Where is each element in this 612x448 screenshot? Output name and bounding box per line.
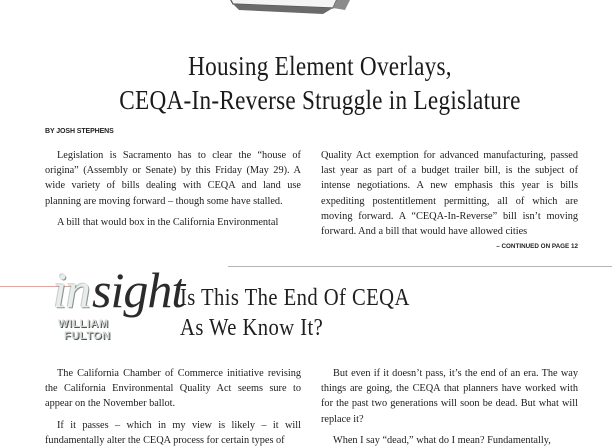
- insight-column-1: [45, 366, 301, 448]
- insight-title-line-1: Is This The End Of CEQA: [180, 285, 410, 311]
- headline-line-2: CEQA-In-Reverse Struggle in Legislature: [119, 85, 521, 115]
- paragraph: If it passes – which in my view is likely – it will fundamentally alter the CEQA process for certain types of: [45, 419, 301, 446]
- article-column-1: [45, 148, 301, 230]
- paragraph: The California Chamber of Commerce initiative revising the California Environmental Quality Act seems sure to appear on the November ballot.: [45, 368, 301, 410]
- insight-column-2: [321, 366, 578, 448]
- header-graphic: [215, 0, 365, 20]
- article-column-2: [321, 148, 578, 239]
- insight-logo-in: in: [53, 262, 90, 318]
- author-first-name: WILLIAM: [58, 318, 109, 330]
- insight-title-line-2: As We Know It?: [180, 315, 324, 341]
- paragraph: When I say “dead,” what do I mean? Fundamentally,: [333, 434, 551, 446]
- paragraph: Legislation is Sacramento has to clear the “house of origina” (Assembly or Senate) by this Friday (May 29). A wide variety of bills dealing with CEQA and land use planning are moving forward – though some have stalled.: [45, 150, 301, 207]
- paragraph: Quality Act exemption for advanced manufacturing, passed last year as part of a budget trailer bill, is the subject of intense negotiations. A new emphasis this year is bills expediting postentitlement permitting, all of which are moving forward. A “CEQA-In-Reverse” bill isn’t moving forward. And a bill that would have allowed cities: [321, 150, 578, 238]
- headline-line-1: Housing Element Overlays,: [188, 51, 452, 81]
- paragraph: But even if it doesn’t pass, it’s the end of an era. The way things are going, the CEQA that planners have worked with for the past two generations will soon be dead. But what will replace it?: [321, 368, 578, 425]
- paragraph: A bill that would box in the California Environmental: [57, 216, 279, 228]
- continued-on-page: – CONTINUED ON PAGE 12: [496, 243, 578, 250]
- section-divider: [228, 266, 612, 267]
- author-last-name: FULTON: [64, 330, 111, 342]
- insight-logo-sight: sight: [92, 262, 185, 318]
- byline: BY JOSH STEPHENS: [45, 128, 114, 135]
